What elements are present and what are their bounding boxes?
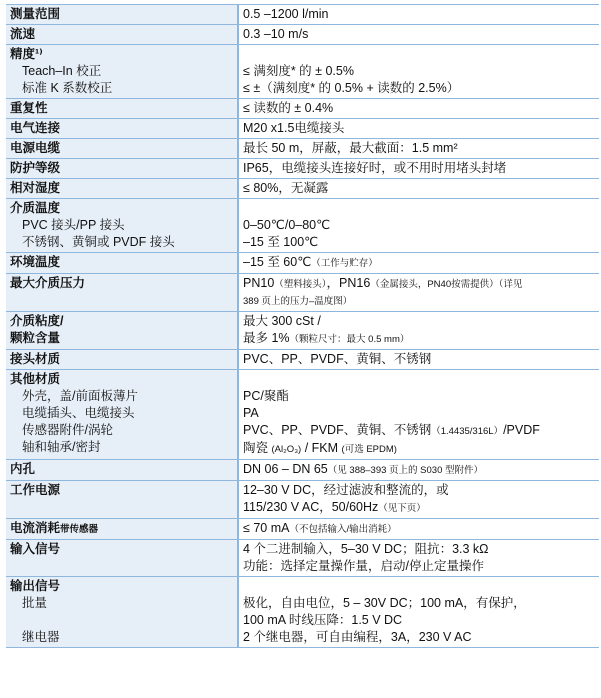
- sub-label: 外壳，盖/前面板薄片: [22, 389, 138, 403]
- row-value-cell: [238, 253, 599, 274]
- row-value-cell: [238, 119, 599, 139]
- row-value: 最长 50 m，屏蔽，最大截面：1.5 mm²: [243, 141, 458, 155]
- row-value-cell: [238, 540, 599, 577]
- row-value: 0–50℃/0–80℃: [243, 218, 331, 232]
- row-label-cell: [6, 519, 238, 540]
- spec-table: [6, 4, 599, 648]
- table-row: [6, 460, 599, 481]
- row-label: 最大介质压力: [10, 276, 86, 290]
- row-label-cell: [6, 577, 238, 648]
- row-value: PC/聚酯: [243, 389, 289, 403]
- table-row: [6, 119, 599, 139]
- sub-label: 电缆插头、电缆接头: [22, 406, 135, 420]
- row-value: –15 至 100℃: [243, 235, 319, 249]
- table-row: [6, 45, 599, 99]
- row-label-cell: [6, 460, 238, 481]
- row-value-cell: [238, 350, 599, 370]
- row-value: [243, 330, 595, 348]
- row-value: ≤ 80%，无凝露: [243, 181, 329, 195]
- row-value-cell: [238, 139, 599, 159]
- row-label: 电源电缆: [10, 141, 61, 155]
- row-value: 12–30 V DC，经过滤波和整流的，或: [243, 483, 449, 497]
- row-label: 接头材质: [10, 352, 61, 366]
- row-label-cell: [6, 25, 238, 45]
- value-text: PVC、PP、PVDF、黄铜、不锈钢: [243, 423, 432, 437]
- row-value: [243, 275, 595, 293]
- table-row: [6, 540, 599, 577]
- row-value: ≤ ±（满刻度* 的 0.5% + 读数的 2.5%）: [243, 81, 460, 95]
- row-value: ≤ 满刻度* 的 ± 0.5%: [243, 64, 354, 78]
- row-value: [243, 254, 595, 272]
- row-value-cell: [238, 45, 599, 99]
- sub-label: 继电器: [22, 630, 60, 644]
- row-value: 100 mA 时线压降：1.5 V DC: [243, 613, 403, 627]
- table-row: [6, 179, 599, 199]
- row-label: 流速: [10, 27, 36, 41]
- row-label: [10, 520, 233, 538]
- row-value-cell: [238, 460, 599, 481]
- value-text: 陶瓷: [243, 441, 269, 455]
- row-value: [243, 422, 595, 440]
- row-label: 精度¹⁾: [10, 47, 43, 61]
- value-note: （不包括输入/输出消耗）: [289, 524, 397, 535]
- table-row: [6, 159, 599, 179]
- row-label-cell: [6, 159, 238, 179]
- label-note: 带传感器: [60, 524, 99, 535]
- table-row: [6, 370, 599, 460]
- row-value: ≤ 读数的 ± 0.4%: [243, 101, 334, 115]
- row-value: [243, 440, 595, 458]
- row-label-cell: [6, 370, 238, 460]
- row-label: 电气连接: [10, 121, 61, 135]
- value-text: 最多 1%: [243, 331, 290, 345]
- value-note: (Al₂O₃): [271, 444, 302, 455]
- value-text: DN 06 – DN 65: [243, 462, 328, 476]
- table-row: [6, 253, 599, 274]
- table-row: [6, 350, 599, 370]
- sub-label: Teach–In 校正: [22, 64, 102, 78]
- row-value: 2 个继电器，可自由编程，3A，230 V AC: [243, 630, 472, 644]
- row-label: 输出信号: [10, 579, 61, 593]
- table-row: [6, 25, 599, 45]
- row-label: 输入信号: [10, 542, 61, 556]
- value-text: PN10: [243, 276, 275, 290]
- row-value: 0.5 –1200 l/min: [243, 7, 329, 21]
- row-label: 介质粘度/: [10, 314, 64, 328]
- row-label-cell: [6, 253, 238, 274]
- row-value-cell: [238, 312, 599, 350]
- row-value-cell: [238, 274, 599, 312]
- row-value-cell: [238, 5, 599, 25]
- row-label-cell: [6, 139, 238, 159]
- table-row: [6, 312, 599, 350]
- value-text: ≤ 70 mA: [243, 521, 290, 535]
- label-text: 电流消耗: [10, 521, 61, 535]
- row-label-cell: [6, 45, 238, 99]
- row-label-cell: [6, 5, 238, 25]
- row-label: 环境温度: [10, 255, 61, 269]
- row-label-cell: [6, 179, 238, 199]
- row-label: 其他材质: [10, 372, 61, 386]
- row-label-cell: [6, 540, 238, 577]
- row-value-cell: [238, 99, 599, 119]
- value-note: （工作与贮存）: [311, 258, 378, 269]
- row-label: 测量范围: [10, 7, 61, 21]
- row-label: 相对湿度: [10, 181, 61, 195]
- value-note: （金属接头: [370, 279, 418, 290]
- table-row: [6, 577, 599, 648]
- row-label: 工作电源: [10, 483, 61, 497]
- row-label-cell: [6, 199, 238, 253]
- sub-label: PVC 接头/PP 接头: [22, 218, 125, 232]
- table-row: [6, 99, 599, 119]
- row-label-cell: [6, 274, 238, 312]
- value-text: /PVDF: [503, 423, 540, 437]
- value-text: 115/230 V AC，50/60Hz: [243, 500, 379, 514]
- row-label-cell: [6, 99, 238, 119]
- value-note: (可选 EPDM): [341, 444, 397, 455]
- row-value: 最大 300 cSt /: [243, 314, 321, 328]
- value-text: / FKM: [304, 441, 339, 455]
- row-value-cell: [238, 159, 599, 179]
- row-label: 重复性: [10, 101, 48, 115]
- row-value: IP65，电缆接头连接好时，或不用时用堵头封堵: [243, 161, 507, 175]
- sub-label: 传感器附件/涡轮: [22, 423, 113, 437]
- row-label-cell: [6, 312, 238, 350]
- row-value: 4 个二进制输入，5–30 V DC；阻抗：3.3 kΩ: [243, 542, 489, 556]
- value-note: （见 388–393 页上的 S030 型附件）: [327, 465, 483, 476]
- value-note: ，PN40按需提供）（详见: [417, 279, 523, 290]
- row-value: 极化，自由电位，5 – 30V DC；100 mA，有保护，: [243, 596, 526, 610]
- row-value: 功能：选择定量操作量，启动/停止定量操作: [243, 559, 484, 573]
- row-label: 防护等级: [10, 161, 61, 175]
- row-label-cell: [6, 481, 238, 519]
- row-value-cell: [238, 370, 599, 460]
- sub-label: 轴和轴承/密封: [22, 440, 101, 454]
- row-value-cell: [238, 481, 599, 519]
- row-value: 389 页上的压力–温度图）: [243, 296, 353, 307]
- row-label: 颗粒含量: [10, 331, 61, 345]
- row-value: PA: [243, 406, 259, 420]
- row-label: 介质温度: [10, 201, 61, 215]
- row-value: M20 x1.5电缆接头: [243, 121, 345, 135]
- table-row: [6, 274, 599, 312]
- row-label-cell: [6, 119, 238, 139]
- sub-label: 标准 K 系数校正: [22, 81, 113, 95]
- row-label: 内孔: [10, 462, 36, 476]
- value-note: （见下页）: [378, 503, 426, 514]
- sub-label: 批量: [22, 596, 48, 610]
- row-value-cell: [238, 519, 599, 540]
- sub-label: 不锈钢、黄铜或 PVDF 接头: [22, 235, 175, 249]
- row-label-cell: [6, 350, 238, 370]
- value-note: （塑料接头）: [274, 279, 327, 290]
- value-text: –15 至 60℃: [243, 255, 312, 269]
- table-row: [6, 5, 599, 25]
- row-value: [243, 520, 595, 538]
- row-value: PVC、PP、PVDF、黄铜、不锈钢: [243, 352, 432, 366]
- row-value-cell: [238, 179, 599, 199]
- row-value-cell: [238, 199, 599, 253]
- value-note: （1.4435/316L）: [431, 426, 504, 437]
- table-row: [6, 519, 599, 540]
- value-note: （颗粒尺寸：最大 0.5 mm）: [289, 334, 410, 345]
- row-value-cell: [238, 25, 599, 45]
- table-row: [6, 199, 599, 253]
- table-row: [6, 139, 599, 159]
- row-value: [243, 499, 595, 517]
- row-value: 0.3 –10 m/s: [243, 27, 309, 41]
- value-text: ，PN16: [326, 276, 371, 290]
- table-row: [6, 481, 599, 519]
- row-value: [243, 461, 595, 479]
- row-value-cell: [238, 577, 599, 648]
